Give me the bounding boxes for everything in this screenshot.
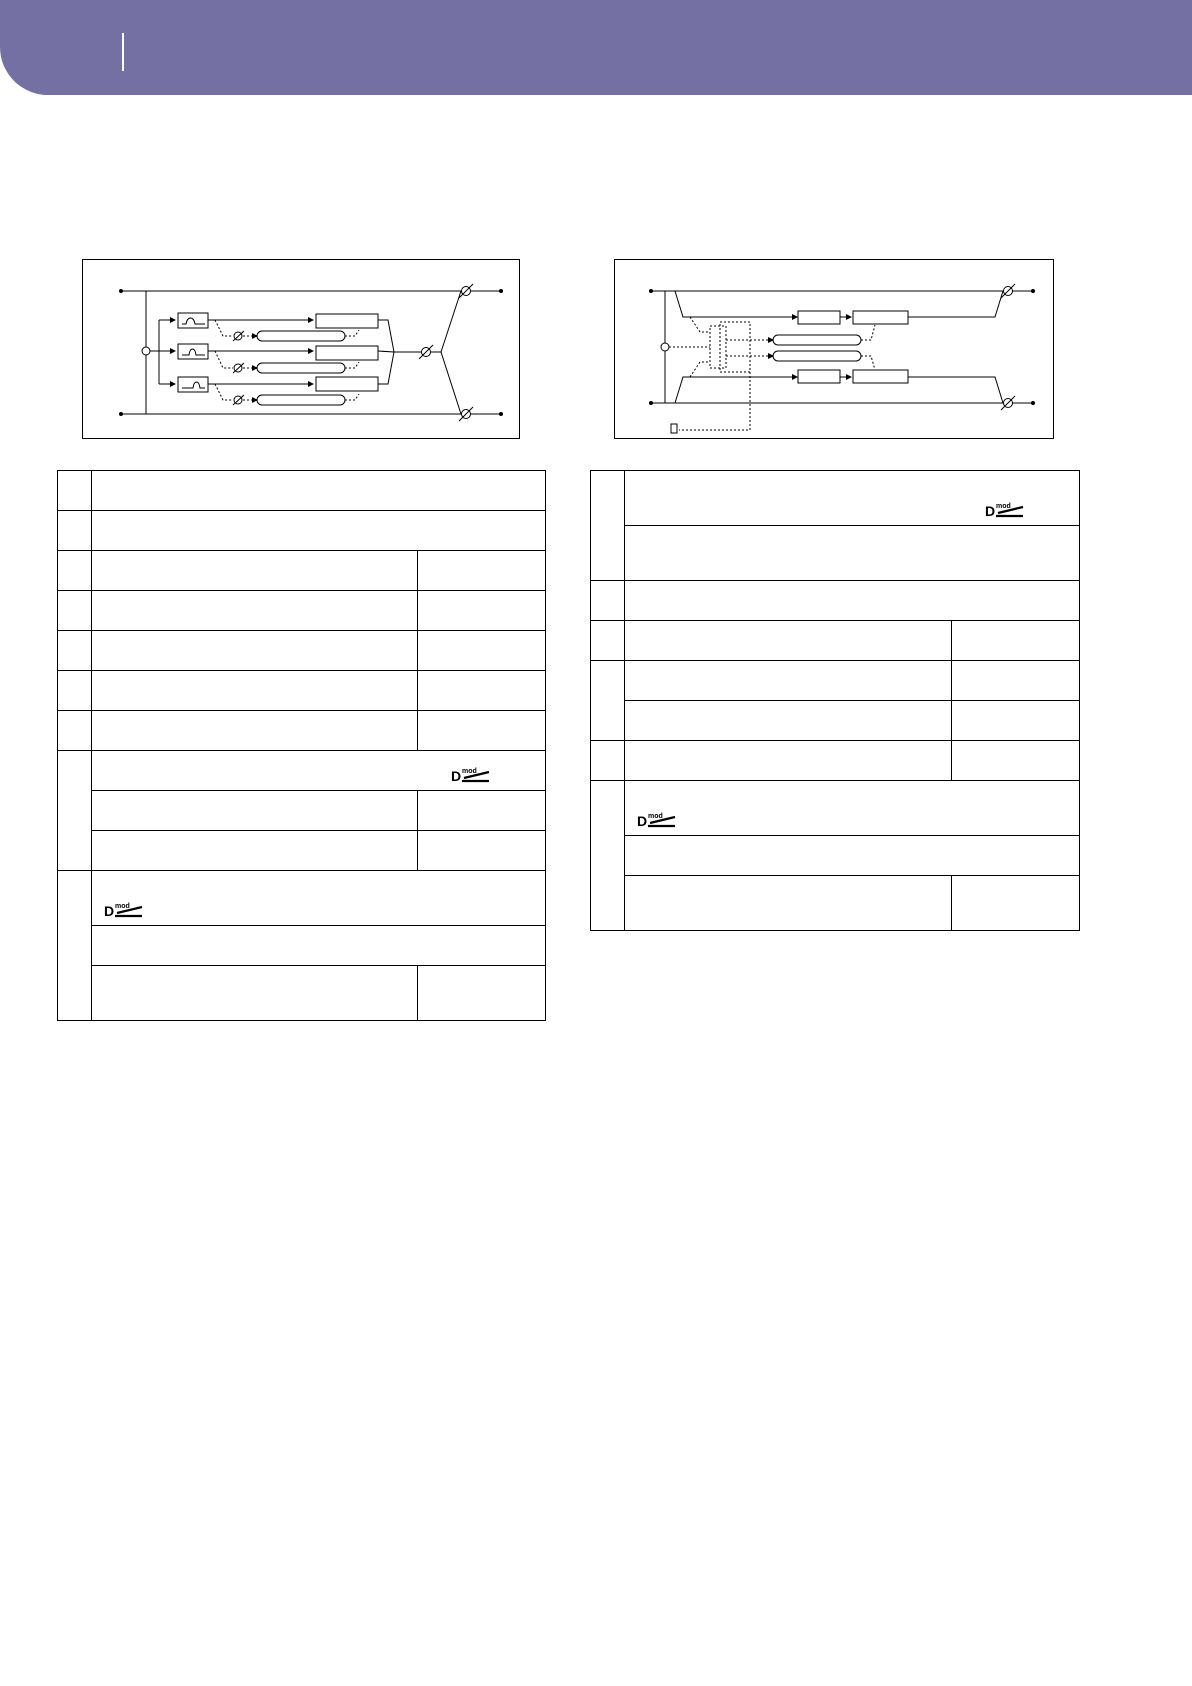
row-description-cell bbox=[92, 871, 546, 926]
row-description-cell bbox=[92, 511, 546, 551]
table-row bbox=[591, 471, 1080, 526]
table-row bbox=[591, 836, 1080, 876]
signal-flow-diagram-right bbox=[614, 259, 1054, 439]
row-description-cell bbox=[92, 751, 546, 791]
table-row bbox=[591, 526, 1080, 581]
parameter-table-left bbox=[57, 470, 546, 1021]
row-number-cell bbox=[591, 741, 625, 781]
row-description-cell bbox=[92, 926, 546, 966]
row-number-cell bbox=[58, 471, 92, 511]
row-value-cell bbox=[418, 791, 546, 831]
table-row bbox=[58, 631, 546, 671]
row-description-cell bbox=[92, 671, 418, 711]
svg-text:D: D bbox=[104, 903, 115, 919]
row-description-cell bbox=[625, 876, 952, 931]
row-number-cell bbox=[591, 781, 625, 931]
table-row bbox=[58, 711, 546, 751]
table-row bbox=[58, 966, 546, 1021]
row-number-cell bbox=[58, 751, 92, 871]
d-mod-icon bbox=[985, 501, 1027, 522]
table-row bbox=[591, 781, 1080, 836]
d-mod-icon bbox=[637, 811, 679, 832]
row-description-cell bbox=[92, 831, 418, 871]
row-value-cell bbox=[418, 591, 546, 631]
table-row bbox=[58, 926, 546, 966]
row-value-cell bbox=[952, 701, 1080, 741]
table-row bbox=[58, 591, 546, 631]
signal-flow-diagram-left bbox=[82, 259, 520, 439]
table-row bbox=[58, 471, 546, 511]
table-row bbox=[58, 751, 546, 791]
header-divider bbox=[122, 33, 124, 71]
row-description-cell bbox=[625, 661, 952, 701]
row-number-cell bbox=[58, 871, 92, 1021]
parameter-table-right bbox=[590, 470, 1080, 931]
row-description-cell bbox=[625, 621, 952, 661]
header-band bbox=[0, 0, 1192, 95]
row-value-cell bbox=[952, 621, 1080, 661]
table-row bbox=[591, 701, 1080, 741]
row-description-cell bbox=[625, 526, 1080, 581]
table-row bbox=[58, 791, 546, 831]
row-value-cell bbox=[418, 966, 546, 1021]
svg-text:mod: mod bbox=[115, 903, 130, 910]
table-row bbox=[58, 871, 546, 926]
row-number-cell bbox=[58, 671, 92, 711]
svg-text:mod: mod bbox=[462, 768, 477, 775]
row-number-cell bbox=[591, 661, 625, 741]
row-description-cell bbox=[92, 471, 546, 511]
row-description-cell bbox=[625, 471, 1080, 526]
row-description-cell bbox=[92, 791, 418, 831]
table-row bbox=[58, 671, 546, 711]
table-row bbox=[591, 661, 1080, 701]
table-row bbox=[58, 551, 546, 591]
table-row bbox=[591, 876, 1080, 931]
row-description-cell bbox=[92, 591, 418, 631]
row-description-cell bbox=[625, 741, 952, 781]
d-mod-icon bbox=[451, 766, 493, 787]
table-row bbox=[591, 581, 1080, 621]
row-number-cell bbox=[591, 581, 625, 621]
row-number-cell bbox=[591, 471, 625, 581]
svg-text:D: D bbox=[451, 768, 462, 784]
row-number-cell bbox=[58, 631, 92, 671]
svg-text:D: D bbox=[985, 503, 996, 519]
row-number-cell bbox=[58, 711, 92, 751]
table-row bbox=[58, 831, 546, 871]
row-number-cell bbox=[58, 511, 92, 551]
row-value-cell bbox=[418, 631, 546, 671]
row-description-cell bbox=[625, 836, 1080, 876]
row-value-cell bbox=[952, 661, 1080, 701]
row-description-cell bbox=[92, 966, 418, 1021]
svg-text:mod: mod bbox=[996, 503, 1011, 510]
d-mod-icon bbox=[104, 901, 146, 922]
row-description-cell bbox=[92, 631, 418, 671]
row-number-cell bbox=[58, 591, 92, 631]
row-description-cell bbox=[625, 781, 1080, 836]
row-value-cell bbox=[418, 831, 546, 871]
row-value-cell bbox=[418, 551, 546, 591]
table-row bbox=[58, 511, 546, 551]
table-row bbox=[591, 621, 1080, 661]
row-description-cell bbox=[92, 551, 418, 591]
row-number-cell bbox=[591, 621, 625, 661]
row-description-cell bbox=[625, 581, 1080, 621]
row-value-cell bbox=[418, 671, 546, 711]
row-description-cell bbox=[92, 711, 418, 751]
row-value-cell bbox=[418, 711, 546, 751]
row-value-cell bbox=[952, 741, 1080, 781]
svg-text:mod: mod bbox=[648, 813, 663, 820]
row-description-cell bbox=[625, 701, 952, 741]
row-number-cell bbox=[58, 551, 92, 591]
svg-text:D: D bbox=[637, 813, 648, 829]
table-row bbox=[591, 741, 1080, 781]
row-value-cell bbox=[952, 876, 1080, 931]
